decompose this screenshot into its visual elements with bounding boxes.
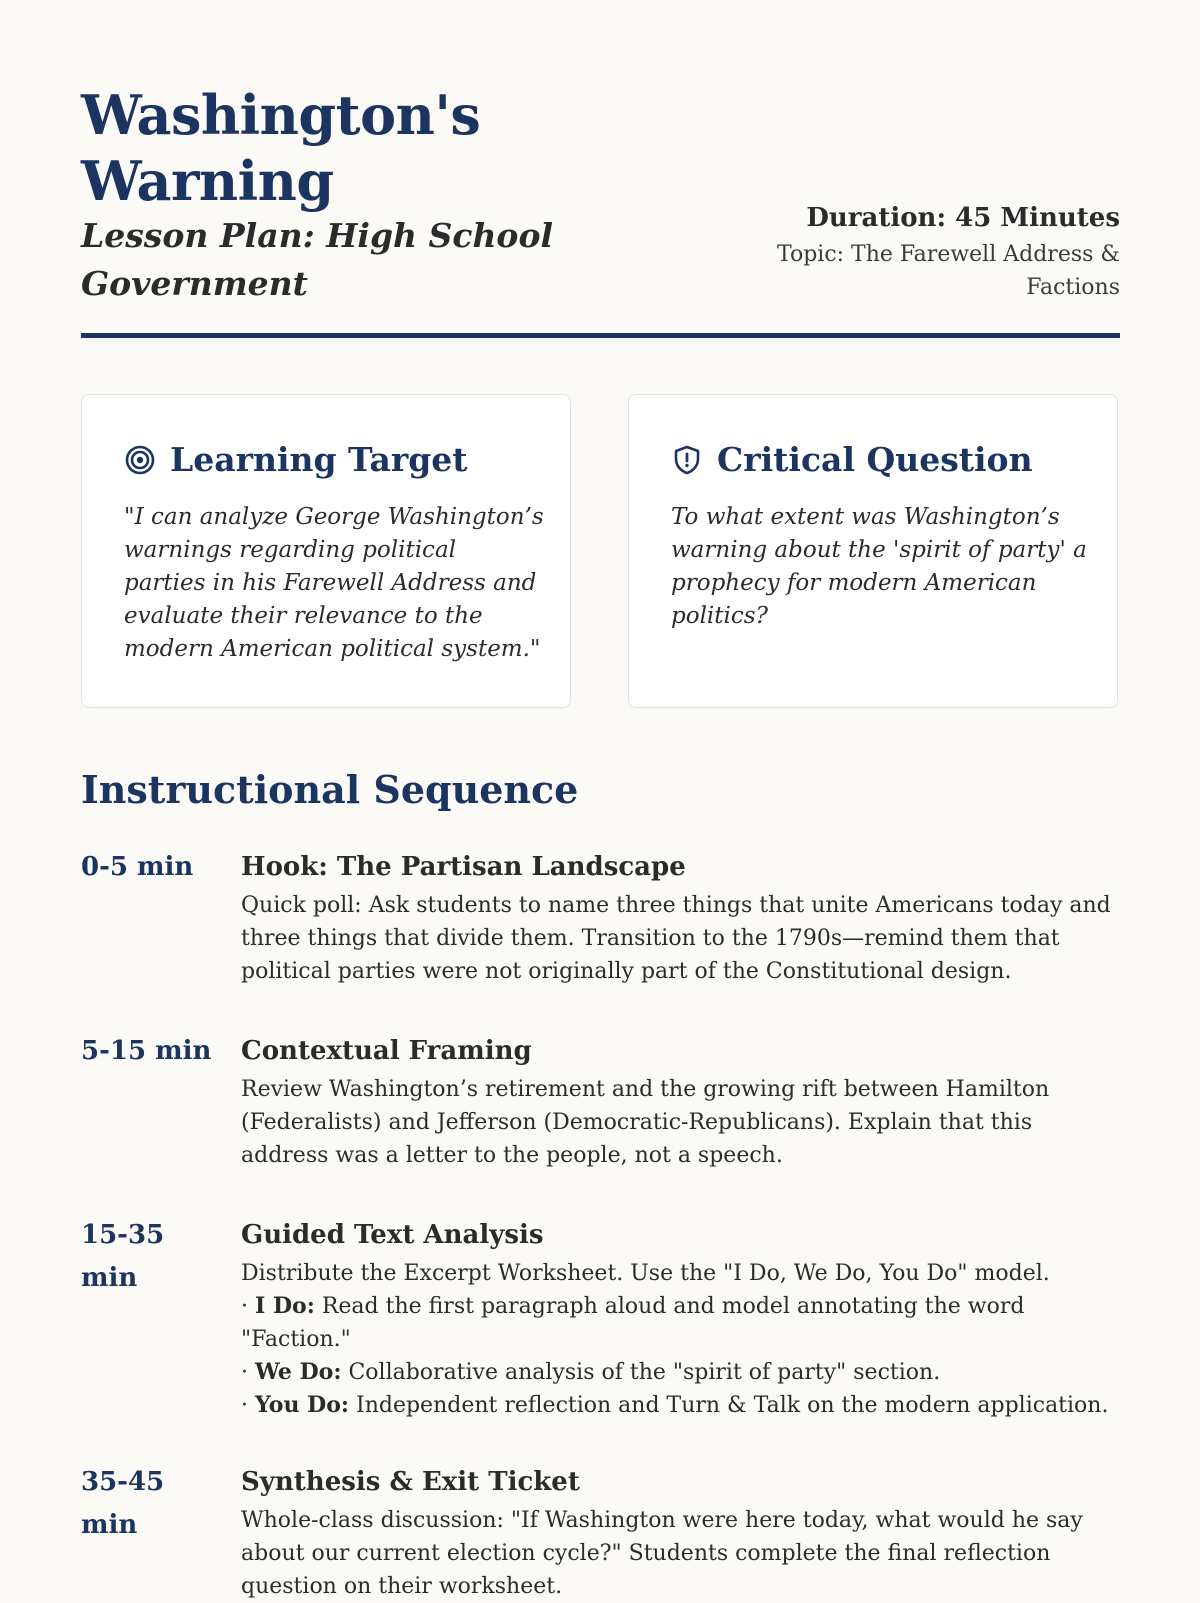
bullet-label: We Do: (255, 1359, 342, 1385)
header (81, 0, 1120, 340)
step-title: Synthesis & Exit Ticket (241, 1467, 580, 1497)
step-description: Quick poll: Ask students to name three things that unite Americans today and three things that divide them. Transition to the 1790s—remind them that political parties were not originally part of the Constitutional design. (241, 893, 1111, 984)
step-title: Contextual Framing (241, 1036, 532, 1066)
step-body (241, 846, 1120, 988)
bullet-you-do: · You Do: Independent reflection and Turn & Talk on the modern application. (241, 1392, 1109, 1418)
page-subtitle: Lesson Plan: High School Government (81, 216, 553, 303)
step-body (241, 1461, 1120, 1603)
step-time: 15-35 min (81, 1220, 165, 1293)
critical-question-title: Critical Question (717, 440, 1033, 479)
shield-icon (671, 444, 703, 476)
step-description: Whole-class discussion: "If Washington were here today, what would he say about our current election cycle?" Students complete the final reflection question on their worksheet. (241, 1508, 1083, 1599)
critical-question-card (628, 394, 1118, 708)
bullet-text: Collaborative analysis of the "spirit of party" section. (348, 1360, 941, 1385)
bullet-i-do: · I Do: Read the first paragraph aloud and model annotating the word "Faction." (241, 1293, 1025, 1352)
step-title: Hook: The Partisan Landscape (241, 852, 686, 882)
duration-label: Duration: 45 Minutes (806, 203, 1120, 233)
step-title: Guided Text Analysis (241, 1220, 544, 1250)
step-description: Review Washington’s retirement and the growing rift between Hamilton (Federalists) and Jefferson (Democratic-Republicans). Explain that this address was a letter to the people, not a speech. (241, 1077, 1050, 1168)
lesson-plan-page (81, 0, 1120, 1599)
critical-question-header (671, 437, 1033, 483)
learning-target-card (81, 394, 571, 708)
learning-target-header (124, 437, 468, 483)
target-icon (124, 444, 156, 476)
learning-target-text: "I can analyze George Washington’s warnings regarding political parties in his Farewell Address and evaluate their relevance to the modern American political system." (124, 504, 544, 662)
sequence-heading: Instructional Sequence (81, 767, 579, 812)
step-body (241, 1214, 1120, 1422)
step-description: Distribute the Excerpt Worksheet. Use the "I Do, We Do, You Do" model. (241, 1261, 1050, 1286)
learning-target-title: Learning Target (170, 440, 468, 479)
step-time: 5-15 min (81, 1036, 212, 1066)
bullet-text: Independent reflection and Turn & Talk on the modern application. (356, 1393, 1109, 1418)
bullet-label: I Do: (255, 1293, 315, 1319)
critical-question-text: To what extent was Washington’s warning about the 'spirit of party' a prophecy for modern American politics? (671, 504, 1087, 629)
topic-label: Topic: The Farewell Address & Factions (777, 242, 1120, 300)
page-title: Washington's Warning (81, 83, 481, 213)
step-time: 0-5 min (81, 852, 194, 882)
lesson-meta (740, 198, 1120, 304)
bullet-label: You Do: (255, 1392, 349, 1418)
step-body (241, 1030, 1120, 1172)
bullet-we-do: · We Do: Collaborative analysis of the "spirit of party" section. (241, 1359, 941, 1385)
header-divider (81, 333, 1120, 338)
step-time: 35-45 min (81, 1467, 165, 1540)
bullet-text: Read the first paragraph aloud and model annotating the word "Faction." (241, 1294, 1025, 1352)
